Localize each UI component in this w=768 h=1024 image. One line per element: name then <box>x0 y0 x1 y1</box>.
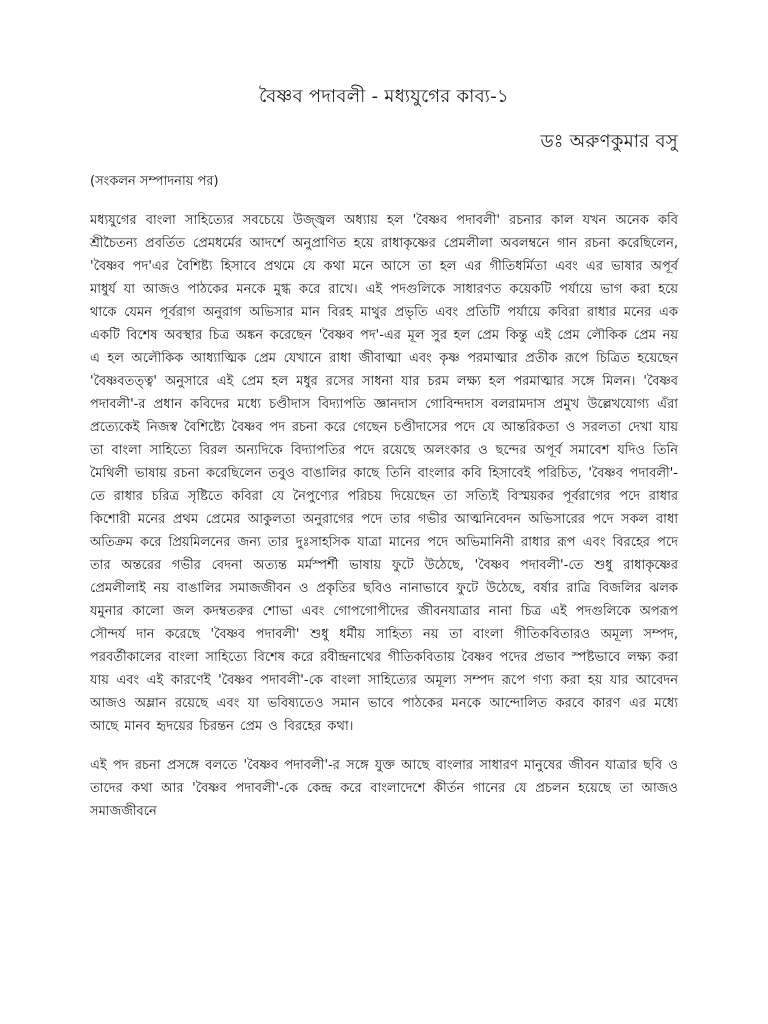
document-note: (সংকলন সম্পাদনায় পর) <box>90 174 219 189</box>
body-paragraph-2: এই পদ রচনা প্রসঙ্গে বলতে 'বৈষ্ণব পদাবলী'-র সঙ্গে যুক্ত আছে বাংলার সাধারণ মানুষের জীবন যাত্রার ছবি ও তাদের কথা আর 'বৈষ্ণব পদাবলী'-কে কেন্দ্র করে বাংলাদেশে কীর্তন গানের যে প্রচলন হয়েছে তা আজও সমাজজীবনে <box>90 758 678 819</box>
document-title: বৈষ্ণব পদাবলী - মধ্যযুগের কাব্য-১ <box>259 86 509 107</box>
body-paragraph-1: মধ্যযুগের বাংলা সাহিত্যের সবচেয়ে উজ্জ্বল অধ্যায় হল 'বৈষ্ণব পদাবলী' রচনার কাল যখন অনেক কবি শ্রীচৈতন্য প্রবর্তিত প্রেমধর্মের আদর্শে অনুপ্রাণিত হয়ে রাধাকৃষ্ণের প্রেমলীলা অবলম্বনে গান রচনা করেছিলেন, 'বৈষ্ণব পদ'এর বৈশিষ্ট্য হিসাবে প্রথমে যে কথা মনে আসে তা হল এর গীতিধর্মিতা এবং এর ভাষার অপূর্ব মাধুর্য যা আজও পাঠকের মনকে মুগ্ধ করে রাখে। এই পদগুলিকে সাধারণত কয়েকটি পর্যায়ে ভাগ করা হয়ে থাকে যেমন পূর্বরাগ অনুরাগ অভিসার মান বিরহ মাথুর প্রভৃতি এবং প্রতিটি পর্যায়ে কবিরা রাধার মনের এক একটি বিশেষ অবস্থার চিত্র অঙ্কন করেছেন 'বৈষ্ণব পদ'-এর মূল সুর হল প্রেম কিন্তু এই প্রেম লৌকিক প্রেম নয় এ হল অলৌকিক আধ্যাত্মিক প্রেম যেখানে রাধা জীবাত্মা এবং কৃষ্ণ পরমাত্মার প্রতীক রূপে চিত্রিত হয়েছেন 'বৈষ্ণবতত্ত্ব' অনুসারে এই প্রেম হল মধুর রসের সাধনা যার চরম লক্ষ্য হল পরমাত্মার সঙ্গে মিলন। 'বৈষ্ণব পদাবলী'-র প্রধান কবিদের মধ্যে চণ্ডীদাস বিদ্যাপতি জ্ঞানদাস গোবিন্দদাস বলরামদাস প্রমুখ উল্লেখযোগ্য এঁরা প্রত্যেকেই নিজস্ব বৈশিষ্ট্যে বৈষ্ণব পদ রচনা করে গেছেন চণ্ডীদাসের পদে যে আন্তরিকতা ও সরলতা দেখা যায় তা বাংলা সাহিত্যে বিরল অন্যদিকে বিদ্যাপতির পদে রয়েছে অলংকার ও ছন্দের অপূর্ব সমাবেশ যদিও তিনি মৈথিলী ভাষায় রচনা করেছিলেন তবুও বাঙালির কাছে তিনি বাংলার কবি হিসাবেই পরিচিত, 'বৈষ্ণব পদাবলী'-তে রাধার চরিত্র সৃষ্টিতে কবিরা যে নৈপুণ্যের পরিচয় দিয়েছেন তা সত্যিই বিস্ময়কর পূর্বরাগের পদে রাধার কিশোরী মনের প্রথম প্রেমের আকুলতা অনুরাগের পদে তার গভীর আত্মনিবেদন অভিসারের পদে সকল বাধা অতিক্রম করে প্রিয়মিলনের জন্য তার দুঃসাহসিক যাত্রা মানের পদে অভিমানিনী রাধার রূপ এবং বিরহের পদে তার অন্তরের গভীর বেদনা অত্যন্ত মর্মস্পর্শী ভাষায় ফুটে উঠেছে, 'বৈষ্ণব পদাবলী'-তে শুধু রাধাকৃষ্ণের প্রেমলীলাই নয় বাঙালির সমাজজীবন ও প্রকৃতির ছবিও নানাভাবে ফুটে উঠেছে, বর্ষার রাত্রি বিজলির ঝলক যমুনার কালো জল কদম্বতরুর শোভা এবং গোপগোপীদের জীবনযাত্রার নানা চিত্র এই পদগুলিকে অপরূপ সৌন্দর্য দান করেছে 'বৈষ্ণব পদাবলী' শুধু ধর্মীয় সাহিত্য নয় তা বাংলা গীতিকবিতারও অমূল্য সম্পদ, পরবর্তীকালের বাংলা সাহিত্যে বিশেষ করে রবীন্দ্রনাথের গীতিকবিতায় বৈষ্ণব পদের প্রভাব স্পষ্টভাবে লক্ষ্য করা যায় এবং এই কারণেই 'বৈষ্ণব পদাবলী'-কে বাংলা সাহিত্যের অমূল্য সম্পদ রূপে গণ্য করা হয় যার আবেদন আজও অম্লান রয়েছে এবং যা ভবিষ্যতেও সমান ভাবে পাঠকের মনকে আন্দোলিত করবে কারণ এর মধ্যে আছে মানব হৃদয়ের চিরন্তন প্রেম ও বিরহের কথা। <box>90 213 678 734</box>
document-author: ডঃ অরুণকুমার বসু <box>540 131 678 152</box>
